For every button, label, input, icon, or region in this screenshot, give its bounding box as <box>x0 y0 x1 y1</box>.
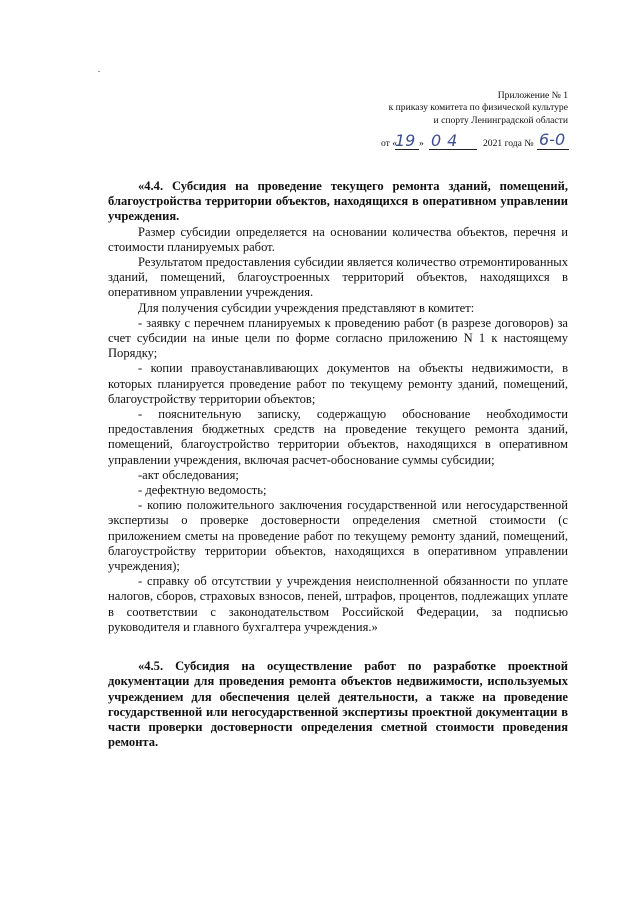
appendix-header <box>308 90 568 127</box>
section-4-4-paragraph-result: Результатом предоставления субсидии является количество отремонтированных зданий, помещений, благоустроенных территорий объектов, находящихся в оперативном управлении учреждения. <box>108 255 568 300</box>
list-item: - копии правоустанавливающих документов на объекты недвижимости, в которых планируется проведение работ по текущему ремонту зданий, помещений, благоустройству территории объектов; <box>108 361 568 406</box>
appendix-order-ref: к приказу комитета по физической культуре <box>388 102 568 114</box>
day-underline <box>395 149 419 150</box>
list-item: - дефектную ведомость; <box>138 483 267 498</box>
number-underline <box>537 149 569 150</box>
section-spacer <box>108 635 568 659</box>
handwritten-day: 19 <box>395 131 416 150</box>
month-underline <box>429 149 477 150</box>
section-4-4-heading: «4.4. Субсидия на проведение текущего ремонта зданий, помещений, благоустройства территории объектов, находящихся в оперативном управлении учреждения. <box>108 179 568 224</box>
list-item: - копию положительного заключения государственной или негосударственной экспертизы о проверке достоверности определения сметной стоимости (с приложением сметы на проведение работ по текущему ремонту зданий, помещений, благоустройству территории объектов, находящихся в оперативном управлении учреждения); <box>108 498 568 574</box>
list-item: - справку об отсутствии у учреждения неисполненной обязанности по уплате налогов, сборов, страховых взносов, пеней, штрафов, процентов, подлежащих уплате в соответствии с законодательством Российской Федерации, за подписью руководителя и главного бухгалтера учреждения.» <box>108 574 568 634</box>
scan-speck <box>98 71 100 72</box>
section-4-4-paragraph-amount: Размер субсидии определяется на основании количества объектов, перечня и стоимости планируемых работ. <box>108 224 568 254</box>
handwritten-month: 04 <box>431 131 464 150</box>
year-and-number-label: 2021 года № <box>483 138 534 149</box>
date-quote-close: » <box>419 138 424 149</box>
document-body <box>108 179 568 750</box>
date-prefix: от « <box>381 138 398 149</box>
list-item: -акт обследования; <box>138 467 239 482</box>
section-4-5-heading: «4.5. Субсидия на осуществление работ по разработке проектной документации для проведения ремонта объектов недвижимости, используемых учреждением для обеспечения целей деятельности, а также на проведение государственной или негосударственной экспертизы проектной документации в части проверки достоверности определения сметной стоимости проведения ремонта. <box>108 659 568 750</box>
appendix-number: Приложение № 1 <box>497 90 568 101</box>
list-item: - заявку с перечнем планируемых к проведению работ (в разрезе договоров) за счет субсидии на иные цели по форме согласно приложению N 1 к настоящему Порядку; <box>108 315 568 361</box>
handwritten-order-number: 6-0 <box>539 130 566 149</box>
list-item: - пояснительную записку, содержащую обоснование необходимости предоставления бюджетных средств на проведение текущего ремонта зданий, помещений, благоустройство территории объектов, находящихся в оперативном управлении учреждения, включая расчет-обоснование суммы субсидии; <box>108 407 568 467</box>
order-date-line <box>379 130 569 153</box>
appendix-committee: и спорту Ленинградской области <box>433 114 568 126</box>
section-4-4-paragraph-documents: Для получения субсидии учреждения представляют в комитет: <box>138 300 475 315</box>
